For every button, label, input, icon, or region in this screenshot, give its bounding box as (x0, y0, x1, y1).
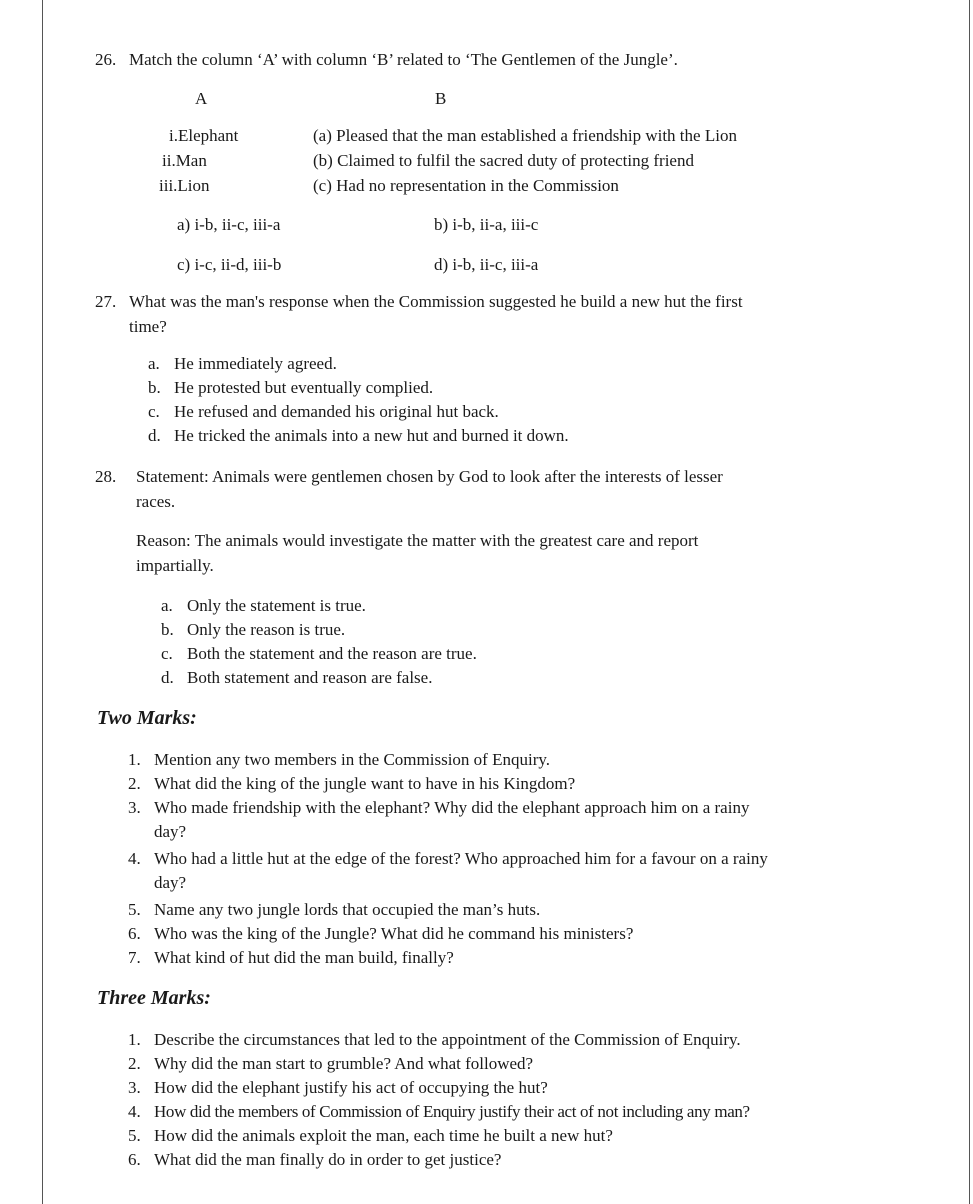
two-marks-item-1: 1. Mention any two members in the Commission of Enquiry. (128, 750, 550, 769)
q26-option-a: a) i-b, ii-c, iii-a (177, 215, 281, 234)
col-a-item-3: iii.Lion (159, 176, 210, 195)
q26-option-d: d) i-b, ii-c, iii-a (434, 255, 539, 274)
q28-statement-line2: races. (136, 492, 176, 511)
q28-statement-line1: Statement: Animals were gentlemen chosen by God to look after the interests of lesser (136, 467, 723, 486)
two-marks-heading: Two Marks: (97, 707, 197, 729)
three-marks-item-4: 4. How did the members of Commission of Enquiry justify their act of not including any man? (128, 1102, 750, 1121)
q26-number: 26. (95, 50, 117, 69)
three-marks-heading: Three Marks: (97, 987, 211, 1009)
col-b-item-3: (c) Had no representation in the Commission (313, 176, 619, 195)
col-a-item-2: ii.Man (162, 151, 207, 170)
worksheet-page (42, 0, 970, 1204)
q27-option-c: c. He refused and demanded his original hut back. (148, 402, 499, 421)
col-a-item-1: i.Elephant (169, 126, 239, 145)
three-marks-item-5: 5. How did the animals exploit the man, each time he built a new hut? (128, 1126, 613, 1145)
q28-reason-line1: Reason: The animals would investigate the matter with the greatest care and report (136, 531, 699, 550)
three-marks-item-3: 3. How did the elephant justify his act of occupying the hut? (128, 1078, 548, 1097)
two-marks-item-5: 5. Name any two jungle lords that occupied the man’s huts. (128, 900, 541, 919)
q27-option-d: d. He tricked the animals into a new hut and burned it down. (148, 426, 569, 445)
q28-number: 28. (95, 467, 117, 486)
two-marks-item-4: 4. Who had a little hut at the edge of the forest? Who approached him for a favour on a rainy (128, 849, 768, 868)
q28-option-a: a. Only the statement is true. (161, 596, 366, 615)
q28-option-c: c. Both the statement and the reason are true. (161, 644, 477, 663)
two-marks-item-2: 2. What did the king of the jungle want to have in his Kingdom? (128, 774, 576, 793)
col-b-item-1: (a) Pleased that the man established a friendship with the Lion (313, 126, 737, 145)
three-marks-item-2: 2. Why did the man start to grumble? And what followed? (128, 1054, 534, 1073)
q27-question-line2: time? (129, 317, 167, 336)
two-marks-item-3-cont: day? (154, 822, 187, 841)
q26-option-c: c) i-c, ii-d, iii-b (177, 255, 282, 274)
q28-option-b: b. Only the reason is true. (161, 620, 346, 639)
two-marks-item-7: 7. What kind of hut did the man build, finally? (128, 948, 454, 967)
q28-reason-line2: impartially. (136, 556, 214, 575)
three-marks-item-1: 1. Describe the circumstances that led to the appointment of the Commission of Enquiry. (128, 1030, 741, 1049)
column-b-header: B (435, 89, 447, 108)
q28-option-d: d. Both statement and reason are false. (161, 668, 433, 687)
q26-question: Match the column ‘A’ with column ‘B’ related to ‘The Gentlemen of the Jungle’. (129, 50, 678, 69)
two-marks-item-4-cont: day? (154, 873, 187, 892)
column-a-header: A (195, 89, 208, 108)
col-b-item-2: (b) Claimed to fulfil the sacred duty of protecting friend (313, 151, 694, 170)
q26-option-b: b) i-b, ii-a, iii-c (434, 215, 539, 234)
q27-question-line1: What was the man's response when the Commission suggested he build a new hut the first (129, 292, 743, 311)
q27-number: 27. (95, 292, 117, 311)
q27-option-a: a. He immediately agreed. (148, 354, 337, 373)
three-marks-item-6: 6. What did the man finally do in order to get justice? (128, 1150, 502, 1169)
q27-option-b: b. He protested but eventually complied. (148, 378, 434, 397)
two-marks-item-3: 3. Who made friendship with the elephant? Why did the elephant approach him on a rainy (128, 798, 750, 817)
two-marks-item-6: 6. Who was the king of the Jungle? What did he command his ministers? (128, 924, 634, 943)
